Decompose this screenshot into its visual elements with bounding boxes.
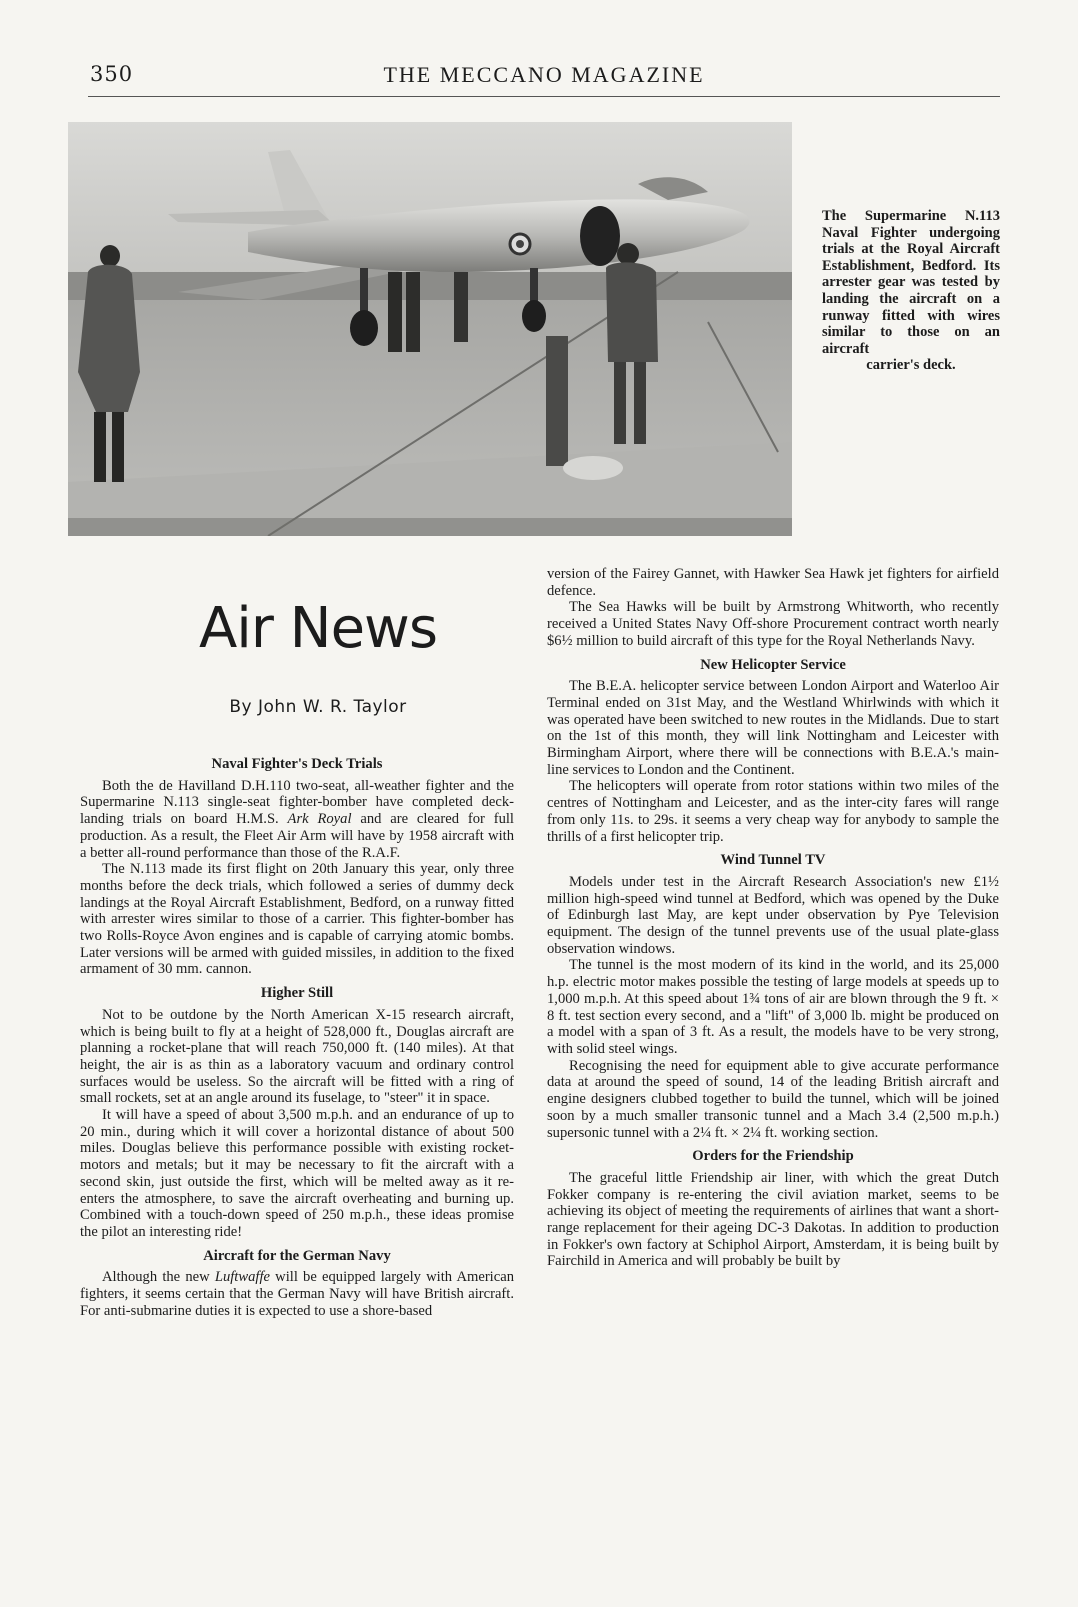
section-heading: Higher Still [260, 985, 334, 1002]
paragraph-text: and are cleared for full production. As a result, the Fleet Air Arm will have by 1958 aircraft with a better all-round performance than those of the R.A.F. [80, 811, 514, 861]
paragraph: The B.E.A. helicopter service between London Airport and Waterloo Air Terminal ended on 31st May, and the Westland Whirlwinds with which it was operated have been switched to new routes in the Midlands. Due to start on the 1st of this month, they will link Nottingham and Leicester with Birmingham Airport, where there will be connections with B.E.A.'s main-line services to London and the Continent. [547, 678, 999, 778]
right-column [547, 566, 999, 1270]
paragraph: The helicopters will operate from rotor stations within two miles of the centres of Nottingham and Leicester, and as the inter-city fares will range from only 11s. to 29s. it seems a very cheap way for anybody to sample the thrills of a first helicopter trip. [547, 778, 999, 845]
paragraph: version of the Fairey Gannet, with Hawker Sea Hawk jet fighters for airfield defence. [547, 566, 999, 599]
paragraph: The Sea Hawks will be built by Armstrong Whitworth, who recently received a United States Navy Off-shore Procurement contract worth nearly $6½ million to build aircraft of this type for the Royal Netherlands Navy. [547, 599, 999, 649]
paragraph: It will have a speed of about 3,500 m.p.h. and an endurance of up to 20 min., during which it will cover a horizontal distance of about 500 miles. Douglas believe this performance possible with existing rocket-motors and metals; but it may be necessary to fit the aircraft with a second skin, just outside the first, which will be melted away as it re-enters the atmosphere, to save the aircraft overheating and burning up. Combined with a touch-down speed of 250 m.p.h., these ideas promise the pilot an interesting ride! [80, 1107, 514, 1240]
photo-caption [822, 208, 1000, 374]
section-heading: Aircraft for the German Navy [203, 1247, 391, 1264]
paragraph: The graceful little Friendship air liner, with which the great Dutch Fokker company is re-entering the civil aviation market, seems to be achieving its object of meeting the requirements of airlines that want a short-range replacement for their ageing DC-3 Dakotas. In addition to production in Fokker's own factory at Schiphol Airport, Amsterdam, it is being built by Fairchild in America and will probably be built by [547, 1169, 999, 1270]
paragraph-text: Both the de Havilland D.H.110 two-seat, all-weather fighter and the Supermarine N.113 single-seat fighter-bomber have completed deck-landing trials on board H.M.S. [80, 777, 514, 828]
page-number: 350 [90, 62, 134, 86]
photo-caption-last-line: carrier's deck. [866, 357, 956, 374]
magazine-title: THE MECCANO MAGAZINE [383, 62, 705, 87]
ship-name: Ark Royal [287, 811, 352, 828]
section-heading: Orders for the Friendship [692, 1148, 854, 1165]
paragraph: The tunnel is the most modern of its kind in the world, and its 25,000 h.p. electric motor makes possible the testing of large models at speeds up to 1,000 m.p.h. At this speed about 1¾ tons of air are blown through the 9 ft. × 8 ft. test section every second, and a "lift" of 3,000 lb. might be produced on a model with a span of 3 ft. As a result, the models have to be very strong, with solid steel wings. [547, 957, 999, 1057]
paragraph-text: Although the new [102, 1269, 215, 1286]
paragraph: The N.113 made its first flight on 20th January this year, only three months before the deck trials, which followed a series of dummy deck landings at the Royal Aircraft Establishment, Bedford, on a runway fitted with arrester wires similar to those of a carrier. This fighter-bomber has two Rolls-Royce Avon engines and is capable of carrying atomic bombs. Later versions will be armed with guided missiles, in addition to the fixed armament of 30 mm. cannon. [80, 861, 514, 978]
paragraph [80, 1269, 514, 1319]
paragraph: Not to be outdone by the North American X-15 research aircraft, which is being built to fly at a height of 528,000 ft., Douglas aircraft are planning a rocket-plane that will reach 750,000 ft. (140 miles). At that height, the air is as thin as a laboratory vacuum and ordinary control surfaces would be useless. So the aircraft will be fitted with a ring of small rockets, set at an angle around its fuselage, to "steer" it in space. [80, 1006, 514, 1107]
aircraft-photo [68, 122, 792, 536]
section-heading: New Helicopter Service [700, 656, 846, 673]
article-title: Air News [198, 596, 437, 661]
paragraph [80, 778, 514, 862]
paragraph: Models under test in the Aircraft Research Association's new £1½ million high-speed wind tunnel at Bedford, which was opened by the Duke of Edinburgh last May, are kept under observation by Pye Television equipment. The design of the tunnel prevents use of the usual plate-glass observation windows. [547, 873, 999, 957]
page-header [88, 62, 1000, 97]
section-heading: Naval Fighter's Deck Trials [211, 756, 383, 772]
paragraph: Recognising the need for equipment able to give accurate performance data at around the speed of sound, 14 of the leading British aircraft and engine designers clubbed together to build the tunnel, which will be joined soon by a much smaller transonic tunnel and a Mach 3.4 (2,500 m.p.h.) supersonic tunnel with a 2¼ ft. × 2¼ ft. working section. [547, 1057, 999, 1141]
left-column [80, 756, 514, 1320]
paragraph-text: will be equipped largely with American fighters, it seems certain that the German Navy will have British aircraft. For anti-submarine duties it is expected to use a shore-based [80, 1269, 514, 1319]
byline: By John W. R. Taylor [229, 697, 407, 717]
photo-caption-text: The Supermarine N.113 Naval Fighter undergoing trials at the Royal Aircraft Establishment, Bedford. Its arrester gear was tested by landing the aircraft on a runway fitted with wires similar to those on an aircraft [822, 208, 1000, 357]
section-heading: Wind Tunnel TV [720, 852, 826, 869]
luftwaffe-term: Luftwaffe [214, 1269, 270, 1286]
article-heading [88, 596, 508, 717]
